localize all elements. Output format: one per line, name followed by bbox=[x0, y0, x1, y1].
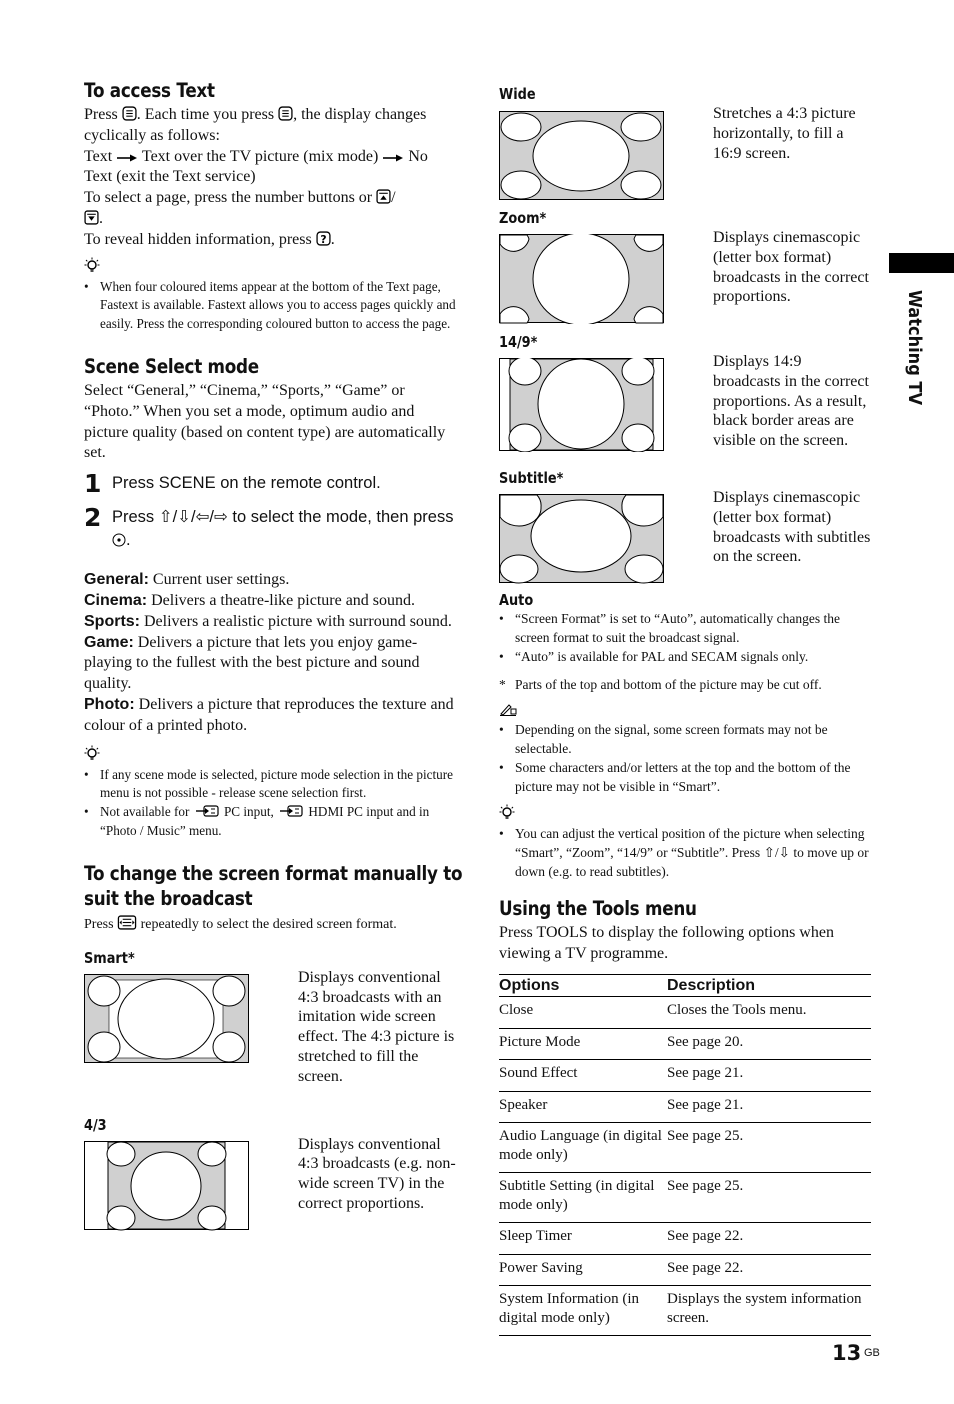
format-label-zoom: Zoom* bbox=[499, 209, 547, 227]
table-row: Picture Mode See page 20. bbox=[499, 1028, 871, 1060]
4-3-format-description: Displays conventional 4:3 broadcasts (e.g. non-wide screen TV) in the correct proportions. bbox=[298, 1135, 456, 1212]
format-note-1: • Depending on the signal, some screen formats may not be selectable. bbox=[499, 722, 828, 756]
4-3-format-illustration bbox=[84, 1141, 250, 1231]
format-label-smart: Smart* bbox=[84, 948, 135, 967]
subtitle-format-illustration bbox=[499, 494, 665, 584]
format-note-2: • Some characters and/or letters at the top and the bottom of the picture may not be visible in “Smart”. bbox=[499, 759, 851, 794]
format-zoom bbox=[499, 229, 871, 324]
arrow-keys-icon: ⇧/⇩/⇦/⇨ bbox=[158, 508, 228, 527]
reveal-button-icon bbox=[316, 231, 331, 246]
arrow-right-icon bbox=[116, 153, 138, 163]
table-row: Close Closes the Tools menu. bbox=[499, 997, 871, 1029]
format-label-4-3: 4/3 bbox=[84, 1115, 107, 1134]
scene-mode-game: Game: Delivers a picture that lets you enjoy game-playing to the fullest with the best picture and sound quality. bbox=[84, 633, 420, 693]
hint-lightbulb-icon bbox=[84, 745, 100, 761]
smart-format-illustration bbox=[84, 974, 250, 1064]
auto-note-1: • “Screen Format” is set to “Auto”, automatically changes the screen format to suit the broadcast signal. bbox=[499, 611, 841, 645]
scene-mode-general: General: Current user settings. bbox=[84, 571, 290, 589]
arrow-right-icon bbox=[382, 153, 404, 163]
hint-lightbulb-icon bbox=[84, 257, 100, 273]
format-subtitle bbox=[499, 489, 871, 584]
page-number: 13 bbox=[832, 1341, 862, 1365]
format-label-subtitle: Subtitle* bbox=[499, 469, 564, 487]
column-header-options: Options bbox=[499, 975, 667, 997]
table-row: Sound Effect See page 21. bbox=[499, 1060, 871, 1092]
table-row: Sleep Timer See page 22. bbox=[499, 1223, 871, 1255]
screen-format-heading-line1: To change the screen format manually to bbox=[84, 861, 463, 885]
format-label-auto: Auto bbox=[499, 591, 534, 609]
column-header-description: Description bbox=[667, 975, 871, 997]
table-row: System Information (in digital mode only) Displays the system information screen. bbox=[499, 1286, 871, 1336]
subtitle-format-description: Displays cinemascopic (letter box format) broadcasts with subtitles on the screen. bbox=[713, 489, 871, 566]
note-pencil-icon bbox=[499, 702, 517, 716]
smart-format-description: Displays conventional 4:3 broadcasts with an imitation wide screen effect. The 4:3 picture is stretched to fill the screen. bbox=[298, 968, 455, 1085]
scene-mode-sports: Sports: Delivers a realistic picture with surround sound. bbox=[84, 612, 452, 630]
footnote-cutoff: * Parts of the top and bottom of the picture may be cut off. bbox=[499, 677, 822, 693]
right-column bbox=[499, 84, 871, 1336]
scene-mode-cinema: Cinema: Delivers a theatre-like picture and sound. bbox=[84, 591, 416, 609]
format-hint: • You can adjust the vertical position of the picture when selecting “Smart”, “Zoom”, “14/9” or “Subtitle”. Press ⇧/⇩ to move up or down (e.g. to read subtitles). bbox=[499, 826, 869, 879]
table-row: Speaker See page 21. bbox=[499, 1091, 871, 1123]
table-row: Audio Language (in digital mode only) See page 25. bbox=[499, 1123, 871, 1173]
screen-format-heading-line2: suit the broadcast bbox=[84, 886, 253, 910]
zoom-format-illustration bbox=[499, 234, 665, 324]
wide-mode-button-icon bbox=[117, 915, 137, 930]
format-smart bbox=[84, 968, 456, 1087]
arrow-up-down-icon: ⇧/⇩ bbox=[763, 845, 790, 861]
14-9-format-description: Displays 14:9 broadcasts in the correct proportions. As a result, black border areas are visible on the screen. bbox=[713, 353, 869, 450]
table-row: Subtitle Setting (in digital mode only) See page 25. bbox=[499, 1173, 871, 1223]
format-label-14-9: 14/9* bbox=[499, 333, 538, 351]
hint-lightbulb-icon bbox=[499, 804, 515, 820]
format-label-wide: Wide bbox=[499, 85, 536, 103]
table-header-row bbox=[499, 975, 871, 997]
text-button-icon bbox=[122, 106, 137, 121]
fastext-hint: • When four coloured items appear at the bottom of the Text page, Fastext is available. Fastext allows you to access pages quickly and easily. Press the corresponding coloured button to access the page. bbox=[84, 278, 456, 332]
zoom-format-description: Displays cinemascopic (letter box format) broadcasts in the correct proportions. bbox=[713, 229, 869, 306]
chapter-tab-marker bbox=[889, 253, 954, 273]
scene-mode-photo: Photo: Delivers a picture that reproduces the texture and colour of a printed photo. bbox=[84, 695, 454, 734]
step-2: 2 Press ⇧/⇩/⇦/⇨ to select the mode, then press . bbox=[84, 503, 454, 550]
format-14-9 bbox=[499, 353, 871, 452]
14-9-format-illustration bbox=[499, 358, 665, 452]
format-4-3 bbox=[84, 1135, 456, 1231]
enter-button-icon bbox=[112, 533, 126, 547]
wide-format-description: Stretches a 4:3 picture horizontally, to fill a 16:9 screen. bbox=[713, 105, 856, 162]
wide-format-illustration bbox=[499, 111, 665, 201]
scene-select-heading: Scene Select mode bbox=[84, 354, 259, 378]
table-row: Power Saving See page 22. bbox=[499, 1254, 871, 1286]
page-down-icon bbox=[84, 210, 99, 225]
screen-format-intro: Press repeatedly to select the desired screen format. bbox=[84, 916, 397, 932]
scene-hint-1: • If any scene mode is selected, picture mode selection in the picture menu is not possible - release scene selection first. bbox=[84, 766, 453, 801]
text-button-icon bbox=[278, 106, 293, 121]
auto-note-2: • “Auto” is available for PAL and SECAM signals only. bbox=[499, 648, 809, 664]
left-column bbox=[84, 78, 463, 1231]
step-1: 1 Press SCENE on the remote control. bbox=[84, 469, 381, 499]
access-text-heading: To access Text bbox=[84, 79, 215, 102]
format-wide bbox=[499, 105, 871, 201]
access-text-paragraph: Press . Each time you press , the display changes cyclically as follows: Text Text over the TV picture (mix mode) No Text (exit the Text service) To select a page, press the number buttons or / . To reveal hidden information, press . bbox=[84, 106, 428, 248]
input-icon bbox=[277, 804, 305, 818]
scene-mode-list bbox=[84, 570, 456, 736]
tools-menu-heading: Using the Tools menu bbox=[499, 896, 697, 920]
scene-intro: Select “General,” “Cinema,” “Sports,” “Game” or “Photo.” When you set a mode, optimum audio and picture quality (based on content type) are automatically set. bbox=[84, 381, 446, 462]
tools-options-table bbox=[499, 974, 871, 1336]
scene-hint-2: • Not available for PC input, HDMI PC input and in “Photo / Music” menu. bbox=[84, 804, 430, 838]
page-region-code: GB bbox=[864, 1347, 880, 1359]
chapter-label: Watching TV bbox=[904, 290, 925, 406]
page-up-icon bbox=[376, 189, 391, 204]
tools-intro: Press TOOLS to display the following options when viewing a TV programme. bbox=[499, 923, 834, 962]
input-icon bbox=[193, 804, 221, 818]
